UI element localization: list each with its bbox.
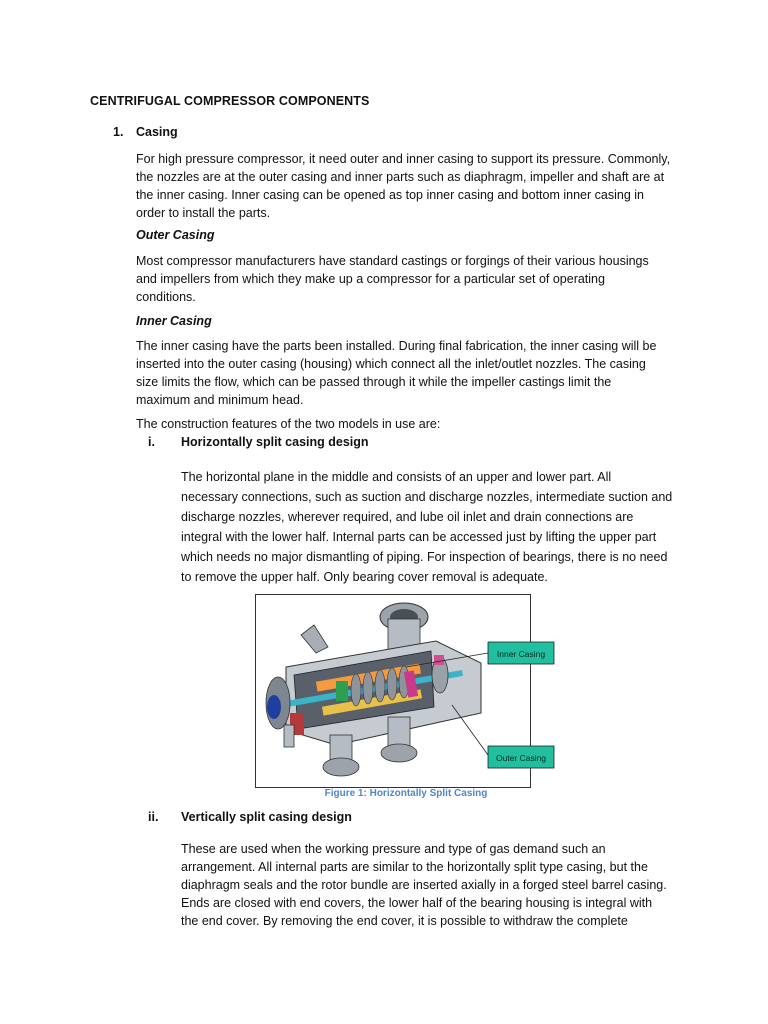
section-heading-casing: Casing <box>136 125 178 139</box>
text-line: and impellers from which they make up a compressor for a particular set of operating <box>136 272 605 286</box>
casing-intro <box>136 150 696 222</box>
page-title: CENTRIFUGAL COMPRESSOR COMPONENTS <box>90 94 370 108</box>
text-line: inserted into the outer casing (housing) which connect all the inlet/outlet nozzles. The casing <box>136 357 646 371</box>
text-line: arrangement. All internal parts are similar to the horizontally split type casing, but the <box>181 860 648 874</box>
text-line: These are used when the working pressure and type of gas demand such an <box>181 842 606 856</box>
inner-casing-heading: Inner Casing <box>136 314 212 328</box>
text-line: order to install the parts. <box>136 206 271 220</box>
text-line: The horizontal plane in the middle and consists of an upper and lower part. All <box>181 470 612 484</box>
text-line: the end cover. By removing the end cover, it is possible to withdraw the complete <box>181 914 628 928</box>
balance-drum <box>336 681 348 701</box>
outer-casing-heading: Outer Casing <box>136 228 215 242</box>
text-line: diaphragm seals and the rotor bundle are inserted axially in a forged steel barrel casing. <box>181 878 667 892</box>
inner-casing-text <box>136 337 696 409</box>
design-ii-text <box>181 840 701 930</box>
bottom-nozzle-right-flange <box>381 744 417 762</box>
text-line: to remove the upper half. Only bearing cover removal is adequate. <box>181 570 548 584</box>
text-line: which needs no major dismantling of piping. For inspection of bearings, there is no need <box>181 550 668 564</box>
text-line: the inner casing. Inner casing can be opened as top inner casing and bottom inner casing in <box>136 188 644 202</box>
text-line: integral with the lower half. Internal parts can be accessed just by lifting the upper part <box>181 530 657 544</box>
right-bearing <box>434 655 444 665</box>
text-line: maximum and minimum head. <box>136 393 304 407</box>
text-line: necessary connections, such as suction and discharge nozzles, intermediate suction and <box>181 490 673 504</box>
bottom-nozzle-left-flange <box>323 758 359 776</box>
inner-casing-label: Inner Casing <box>496 649 546 659</box>
left-bearing <box>267 695 281 719</box>
impeller <box>387 668 397 700</box>
text-line: Most compressor manufacturers have standard castings or forgings of their various housings <box>136 254 649 268</box>
design-ii-number: ii. <box>148 810 159 824</box>
section-number: 1. <box>113 125 124 139</box>
design-i-heading: Horizontally split casing design <box>181 435 369 449</box>
text-line: Ends are closed with end covers, the lower half of the bearing housing is integral with <box>181 896 653 910</box>
support-foot <box>284 725 294 747</box>
design-i-text <box>181 467 701 587</box>
left-top-nozzle <box>301 625 328 653</box>
outer-casing-label: Outer Casing <box>495 753 547 763</box>
design-ii-heading: Vertically split casing design <box>181 810 352 824</box>
figure-caption: Figure 1: Horizontally Split Casing <box>324 788 488 799</box>
outer-casing-text <box>136 252 696 306</box>
text-line: discharge nozzles, wherever required, and lube oil inlet and drain connections are <box>181 510 634 524</box>
construction-text: The construction features of the two models in use are: <box>136 417 441 431</box>
text-line: For high pressure compressor, it need outer and inner casing to support its pressure. Commonly, <box>136 152 671 166</box>
impeller <box>351 674 361 706</box>
text-line: the nozzles are at the outer casing and inner parts such as diaphragm, impeller and shaft are at <box>136 170 665 184</box>
design-i-number: i. <box>148 435 155 449</box>
text-line: conditions. <box>136 290 196 304</box>
impeller <box>363 672 373 704</box>
text-line: The inner casing have the parts been installed. During final fabrication, the inner casing will be <box>136 339 657 353</box>
compressor-cutaway-illustration <box>256 595 547 787</box>
impeller <box>375 670 385 702</box>
compressor-figure <box>255 594 547 788</box>
text-line: size limits the flow, which can be passed through it while the impeller castings limit the <box>136 375 612 389</box>
